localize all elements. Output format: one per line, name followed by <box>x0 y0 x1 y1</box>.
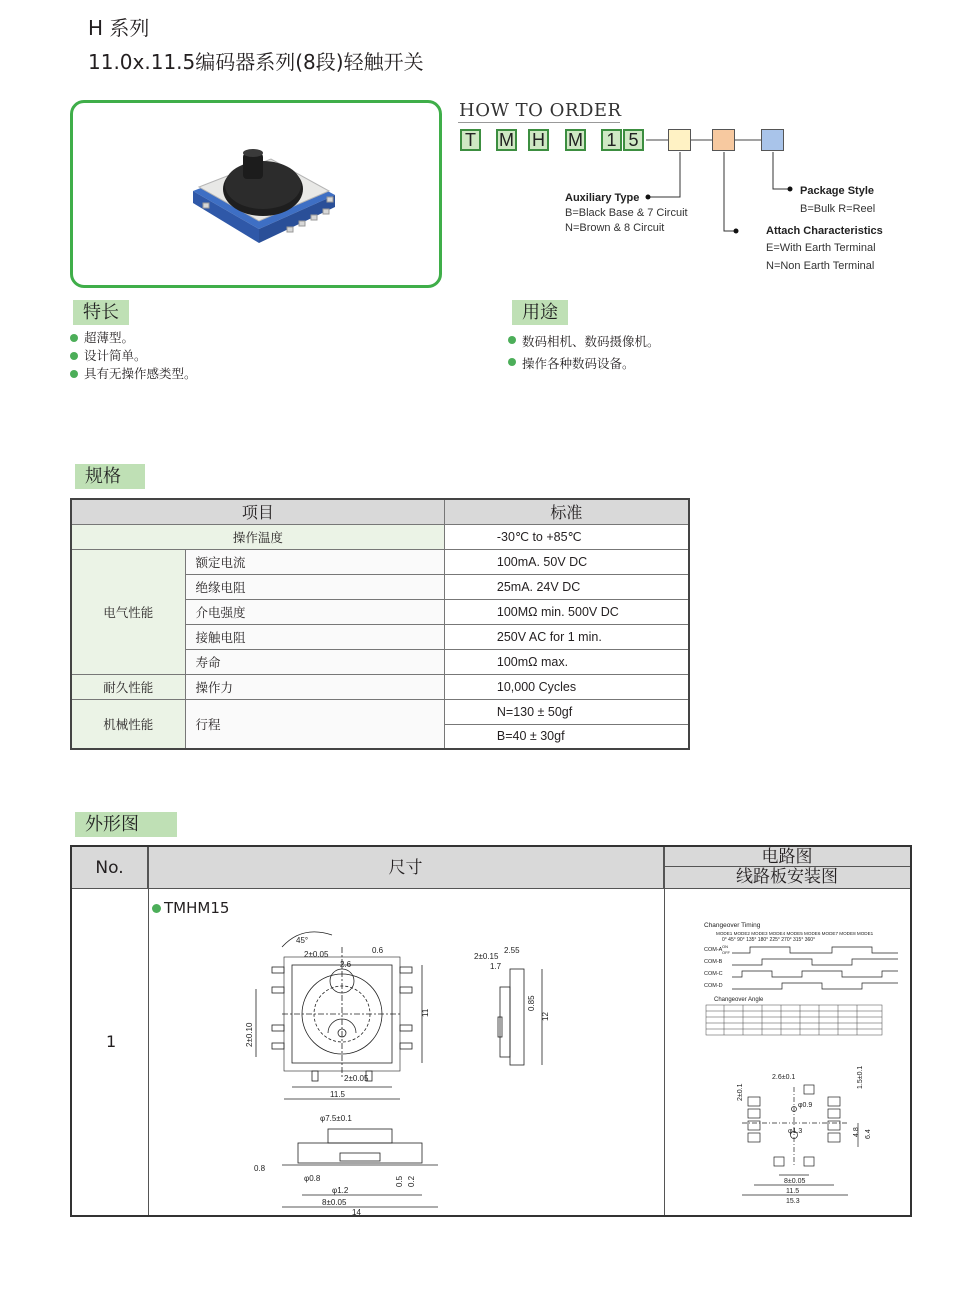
pcb-header: 线路板安装图 <box>736 867 838 887</box>
pcb-dim: 11.5 <box>786 1188 800 1195</box>
spec-value: 250V AC for 1 min. <box>444 624 689 649</box>
auxiliary-type-title: Auxiliary Type <box>565 192 640 204</box>
changeover-timing-diagram <box>702 919 907 1039</box>
pcb-dim: 4.8 <box>853 1127 860 1137</box>
spec-title: 规格 <box>75 464 145 489</box>
dim-label: 2±0.05 <box>344 1074 369 1083</box>
package-style-note <box>800 184 875 219</box>
outline-title: 外形图 <box>75 812 177 837</box>
spec-header-item: 项目 <box>71 499 444 524</box>
dim-label: 0.6 <box>372 946 384 955</box>
spec-value: 10,000 Cycles <box>444 674 689 699</box>
pcb-dim: φ1.3 <box>788 1128 803 1135</box>
bullet-icon <box>152 904 161 913</box>
code-letter: H <box>528 129 549 151</box>
model-label <box>152 899 229 917</box>
page-title: 11.0x.11.5编码器系列(8段)轻触开关 <box>88 50 424 74</box>
angle-title: Changeover Angle <box>714 997 764 1003</box>
com-label: COM-A <box>704 947 723 953</box>
usage-list <box>508 331 660 375</box>
spec-value: 100mA. 50V DC <box>444 549 689 574</box>
feature-item: 具有无操作感类型。 <box>70 365 197 383</box>
column-divider <box>148 847 149 1215</box>
outline-header-size: 尺寸 <box>148 847 664 889</box>
pcb-dim: 6.4 <box>865 1129 872 1139</box>
pcb-dim: 2.6±0.1 <box>772 1074 796 1081</box>
code-letter: 5 <box>623 129 644 151</box>
spec-item: 行程 <box>185 699 444 749</box>
spec-item: 操作力 <box>185 674 444 699</box>
dim-label: 0.85 <box>527 995 536 1011</box>
timing-angles: 0° 45° 90° 135° 180° 225° 270° 315° 360° <box>722 937 816 943</box>
spec-group-mechanical: 机械性能 <box>71 699 185 749</box>
com-label: COM-B <box>704 959 723 965</box>
pcb-dim: 8±0.05 <box>784 1178 806 1185</box>
dim-label: 2.6 <box>340 960 352 969</box>
product-photo <box>73 103 439 285</box>
code-letter: 1 <box>601 129 622 151</box>
spec-group-electric: 电气性能 <box>71 549 185 674</box>
column-divider <box>664 847 665 1215</box>
spec-group-durability: 耐久性能 <box>71 674 185 699</box>
usage-item: 数码相机、数码摄像机。 <box>508 331 660 353</box>
spec-item: 额定电流 <box>185 549 444 574</box>
feature-item: 超薄型。 <box>70 329 197 347</box>
usage-item: 操作各种数码设备。 <box>508 353 660 375</box>
spec-item: 操作温度 <box>71 524 444 549</box>
attach-title: Attach Characteristics <box>766 225 883 237</box>
row-number: 1 <box>106 1032 117 1051</box>
dimension-drawing <box>242 917 550 1217</box>
package-style-title: Package Style <box>800 185 874 197</box>
dim-label: 11 <box>421 1008 430 1017</box>
spec-value: 25mA. 24V DC <box>444 574 689 599</box>
dim-label: φ0.8 <box>304 1174 321 1183</box>
spec-value: 100MΩ min. 500V DC <box>444 599 689 624</box>
pcb-dim: 1.5±0.1 <box>857 1065 864 1089</box>
attach-characteristics-note <box>766 224 883 275</box>
spec-item: 接触电阻 <box>185 624 444 649</box>
com-label: COM-C <box>704 971 723 977</box>
series-label: H 系列 <box>88 16 150 40</box>
dim-label: 45° <box>296 936 309 945</box>
off-label: OFF <box>722 950 730 955</box>
pcb-layout-drawing <box>712 1067 902 1217</box>
spec-item: 寿命 <box>185 649 444 674</box>
code-letter: M <box>565 129 586 151</box>
timing-modes: MODE1 MODE2 MODE3 MODE4 MODE5 MODE6 MODE7 MODE8 MODE1 <box>716 931 874 936</box>
dim-label: 14 <box>352 1208 361 1217</box>
outline-header-circuit <box>664 847 910 889</box>
dim-label: 2.55 <box>504 946 520 955</box>
dim-label: 8±0.05 <box>322 1198 347 1207</box>
on-label: ON <box>722 944 728 949</box>
pcb-dim: 15.3 <box>786 1198 800 1205</box>
pcb-dim: φ0.9 <box>798 1102 813 1109</box>
auxiliary-type-note <box>565 191 688 236</box>
dim-label: 2±0.05 <box>304 950 329 959</box>
auxiliary-option-2: N=Brown & 8 Circuit <box>565 222 665 234</box>
dim-label: 0.2 <box>407 1175 416 1187</box>
model-name: TMHM15 <box>164 899 230 917</box>
usage-title: 用途 <box>512 300 568 325</box>
dim-label: φ1.2 <box>332 1186 349 1195</box>
spec-value: -30℃ to +85℃ <box>444 524 689 549</box>
auxiliary-option-1: B=Black Base & 7 Circuit <box>565 207 688 219</box>
features-list <box>70 329 197 383</box>
spec-value: B=40 ± 30gf <box>444 724 689 749</box>
dim-label: 2±0.10 <box>245 1022 254 1047</box>
spec-value: N=130 ± 50gf <box>444 699 689 724</box>
attach-option-2: N=Non Earth Terminal <box>766 260 875 272</box>
product-photo-frame <box>70 100 442 288</box>
dim-label: 2±0.15 <box>474 952 499 961</box>
spec-item: 绝缘电阻 <box>185 574 444 599</box>
code-letter: M <box>496 129 517 151</box>
spec-table <box>70 498 690 750</box>
dim-label: φ7.5±0.1 <box>320 1114 352 1123</box>
dim-label: 0.5 <box>395 1175 404 1187</box>
outline-header-no: No. <box>72 847 148 889</box>
com-label: COM-D <box>704 983 723 989</box>
dim-label: 11.5 <box>330 1090 345 1099</box>
code-letter: T <box>460 129 481 151</box>
feature-item: 设计简单。 <box>70 347 197 365</box>
attach-option-1: E=With Earth Terminal <box>766 242 876 254</box>
pcb-dim: 2±0.1 <box>737 1083 744 1101</box>
package-option: B=Bulk R=Reel <box>800 203 876 215</box>
outline-table <box>70 845 912 1217</box>
timing-title: Changeover Timing <box>704 922 761 929</box>
dim-label: 0.8 <box>254 1164 266 1173</box>
spec-item: 介电强度 <box>185 599 444 624</box>
spec-header-standard: 标准 <box>444 499 689 524</box>
dim-label: 12 <box>541 1012 550 1021</box>
spec-value: 100mΩ max. <box>444 649 689 674</box>
dim-label: 1.7 <box>490 962 502 971</box>
circuit-header: 电路图 <box>664 847 910 867</box>
features-title: 特长 <box>73 300 129 325</box>
heading-underline <box>458 122 620 123</box>
how-to-order-heading: HOW TO ORDER <box>459 100 622 121</box>
